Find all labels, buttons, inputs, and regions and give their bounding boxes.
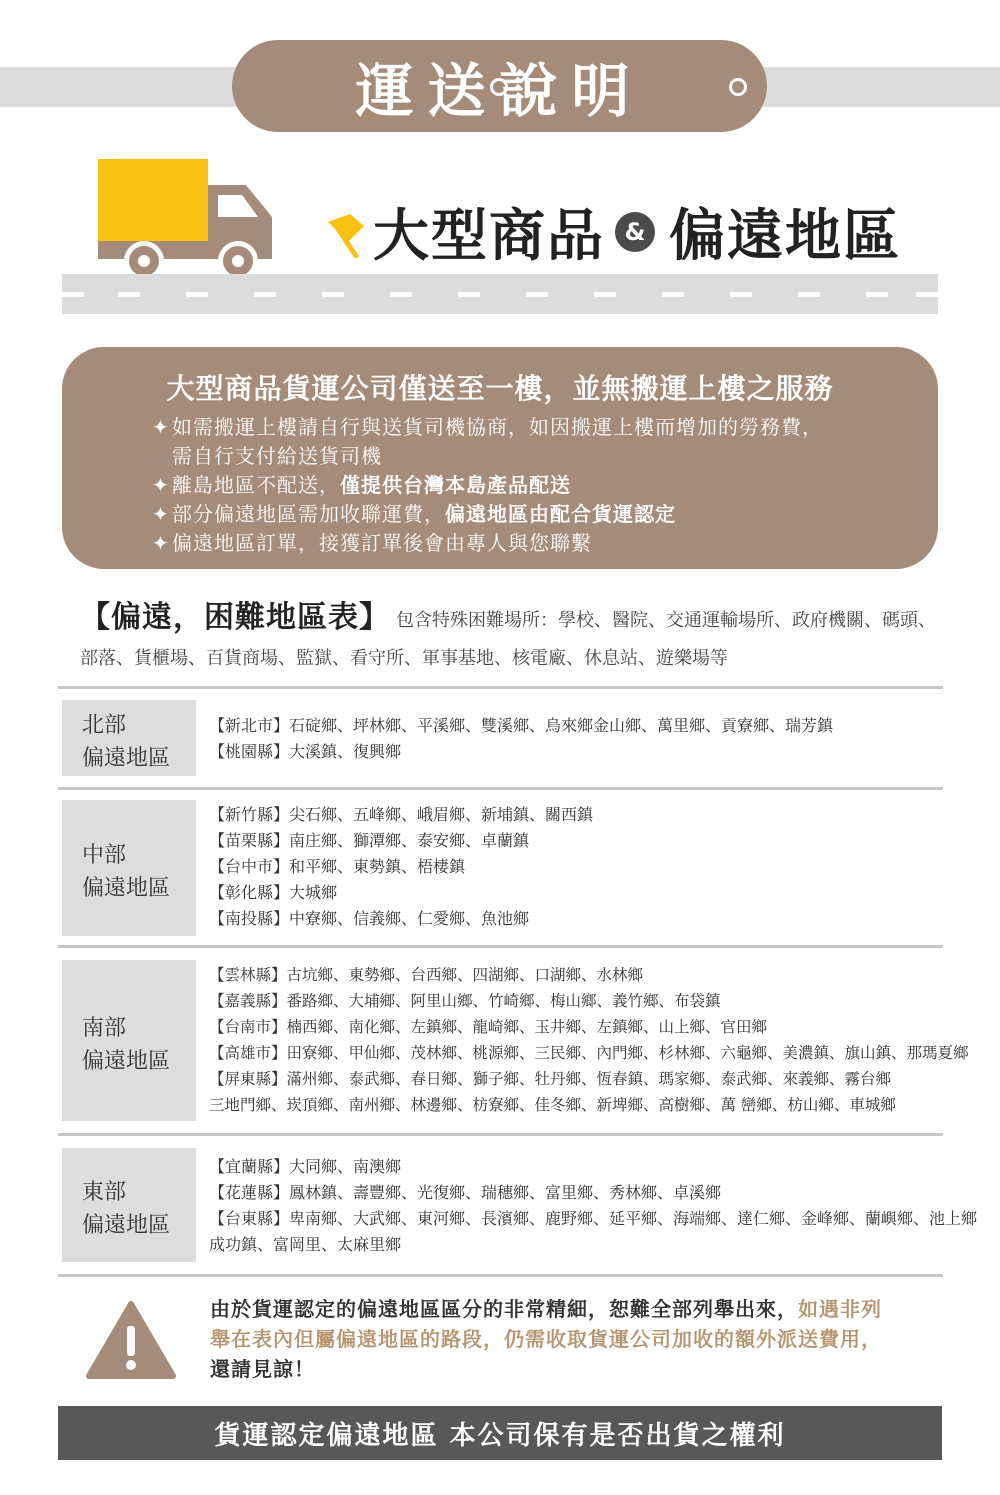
region-subname: 偏遠地區 [82,1213,171,1238]
info-bullet-text: 如需搬運上樓請自行與送貨司機協商，如因搬運上樓而增加的勞務費， [172,415,823,439]
divider [58,1274,943,1277]
title-dot-left [490,78,508,96]
info-bullet-emphasis: 偏遠地區由配合貨運認定 [445,502,676,526]
page-title: 運送說明 [355,57,644,125]
remote-table-title: 【偏遠，困難地區表】 [80,600,390,635]
footer-text: 貨運認定偏遠地區 本公司保有是否出貨之權利 [214,1420,786,1451]
title-banner [232,40,767,132]
region-name: 南部 [82,1015,127,1041]
road [62,274,938,314]
region-name: 東部 [82,1180,127,1205]
info-bullet-emphasis: 僅提供台灣本島產品配送 [340,473,571,497]
region-line: 【新竹縣】尖石鄉、五峰鄉、峨眉鄉、新埔鎮、關西鎮 [209,805,594,824]
info-bullet-list [152,413,912,558]
subtitle [373,192,901,272]
info-bullet-text: 離島地區不配送， [172,473,340,497]
info-bullet-text: 需自行支付給送貨司機 [172,444,382,468]
info-heading: 大型商品貨運公司僅送至一樓，並無搬運上樓之服務 [166,372,834,405]
region-name: 北部 [82,713,127,738]
warning-line: 由於貨運認定的偏遠地區區分的非常精細，恕難全部列舉出來， [210,1297,798,1321]
truck-icon [96,155,276,283]
subtitle-remote-areas: 偏遠地區 [669,204,901,269]
info-bullet [152,500,912,529]
region-line: 【嘉義縣】番路鄉、大埔鄉、阿里山鄉、竹崎鄉、梅山鄉、義竹鄉、布袋鎮 [209,992,721,1010]
info-bullet-text: 部分偏遠地區需加收聯運費， [172,502,445,526]
region-subname: 偏遠地區 [82,1048,171,1074]
ampersand-badge: & [615,212,655,252]
divider [58,686,943,689]
info-bullet [152,471,912,500]
warning-highlight: 舉在表內但屬偏遠地區的路段，仍需收取貨運公司加收的額外派送費用， [210,1327,882,1351]
region-line: 【苗栗縣】南庄鄉、獅潭鄉、泰安鄉、卓蘭鎮 [209,831,530,850]
region-line: 【台南市】楠西鄉、南化鄉、左鎮鄉、龍崎鄉、玉井鄉、左鎮鄉、山上鄉、官田鄉 [209,1018,768,1036]
region-line: 【台中市】和平鄉、東勢鎮、梧棲鎮 [209,857,466,876]
region-line: 【宜蘭縣】大同鄉、南澳鄉 [209,1157,402,1176]
warning-text [210,1294,882,1384]
region-line: 【南投縣】中寮鄉、信義鄉、仁愛鄉、魚池鄉 [209,909,530,928]
remote-table-desc-cont: 部落、貨櫃場、百貨商場、監獄、看守所、軍事基地、核電廠、休息站、遊樂場等 [80,648,728,669]
flag-icon [326,212,366,258]
region-line: 【彰化縣】大城鄉 [209,883,338,902]
region-subname: 偏遠地區 [82,746,171,771]
region-line: 【高雄市】田寮鄉、甲仙鄉、茂林鄉、桃源鄉、三民鄉、內門鄉、杉林鄉、六龜鄉、美濃鎮、旗山鎮、那瑪夏鄉 [209,1044,969,1062]
region-label-south [62,960,196,1121]
divider [58,1133,943,1136]
divider [58,787,943,790]
region-line: 【花蓮縣】鳳林鎮、壽豐鄉、光復鄉、瑞穗鄉、富里鄉、秀林鄉、卓溪鄉 [209,1183,722,1202]
warning-line: 還請見諒！ [210,1357,315,1381]
region-line: 【屏東縣】滿州鄉、泰武鄉、春日鄉、獅子鄉、牡丹鄉、恆春鎮、瑪家鄉、泰武鄉、來義鄉、霧台鄉 [209,1070,892,1088]
warning-icon [86,1300,176,1380]
remote-table-desc: 包含特殊困難場所：學校、醫院、交通運輸場所、政府機關、碼頭、 [396,610,936,631]
subtitle-large-goods: 大型商品 [373,204,605,269]
region-line: 【桃園縣】大溪鎮、復興鄉 [209,742,402,761]
star-icon: ✦ [152,531,170,555]
divider [58,945,943,948]
info-bullet-text: 偏遠地區訂單，接獲訂單後會由專人與您聯繫 [172,531,592,555]
region-list-south [209,962,969,1118]
region-name: 中部 [82,843,127,868]
region-list-east [209,1154,977,1258]
star-icon: ✦ [152,415,170,439]
star-icon: ✦ [152,473,170,497]
info-bullet [152,529,912,558]
footer-bar [58,1406,942,1460]
remote-table-heading [80,592,940,670]
region-line: 成功鎮、富岡里、太麻里鄉 [209,1235,402,1254]
star-icon: ✦ [152,502,170,526]
info-bullet [152,413,912,471]
region-label-central [62,800,196,936]
region-line: 【新北市】石碇鄉、坪林鄉、平溪鄉、雙溪鄉、烏來鄉金山鄉、萬里鄉、貢寮鄉、瑞芳鎮 [209,716,834,735]
region-list-north [209,713,833,765]
info-box [62,347,938,569]
region-label-east [62,1148,196,1262]
region-list-central [209,802,593,932]
region-line: 三地門鄉、崁頂鄉、南州鄉、林邊鄉、枋寮鄉、佳冬鄉、新埤鄉、高樹鄉、萬 巒鄉、枋山鄉、車城鄉 [209,1096,896,1114]
region-line: 【雲林縣】古坑鄉、東勢鄉、台西鄉、四湖鄉、口湖鄉、水林鄉 [209,966,644,984]
title-dot-right [729,78,747,96]
warning-highlight: 如遇非列 [798,1297,882,1321]
region-subname: 偏遠地區 [82,876,171,901]
region-label-north [62,700,196,776]
region-line: 【台東縣】卑南鄉、大武鄉、東河鄉、長濱鄉、鹿野鄉、延平鄉、海端鄉、達仁鄉、金峰鄉、蘭嶼鄉、池上鄉 [209,1209,978,1228]
